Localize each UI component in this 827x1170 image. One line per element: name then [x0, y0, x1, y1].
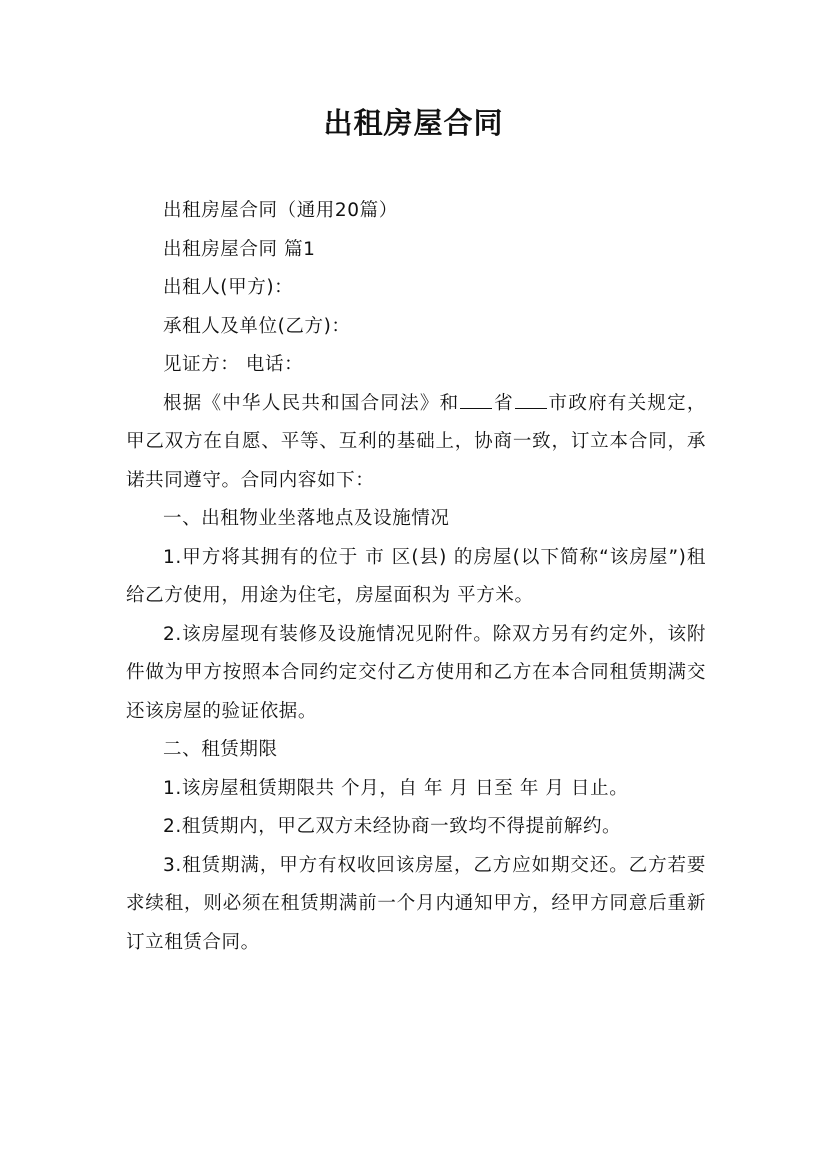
city-blank — [515, 390, 547, 409]
section-heading: 二、租赁期限 — [163, 739, 278, 760]
section-item: 1.甲方将其拥有的位于 市 区(县) 的房屋(以下简称“该房屋”)租给乙方使用，用途为住宅，房屋面积为 平方米。 — [126, 546, 706, 606]
section-item: 2.该房屋现有装修及设施情况见附件。除双方另有约定外，该附件做为甲方按照本合同约定交付乙方使用和乙方在本合同租赁期满交还该房屋的验证依据。 — [126, 623, 706, 722]
province-blank — [460, 390, 492, 409]
section-item: 3.租赁期满，甲方有权收回该房屋，乙方应如期交还。乙方若要求续租，则必须在租赁期满前一个月内通知甲方，经甲方同意后重新订立租赁合同。 — [126, 854, 706, 953]
section-heading: 一、出租物业坐落地点及设施情况 — [163, 508, 450, 529]
witness-line: 见证方： 电话： — [163, 354, 304, 375]
subtitle-paragraph: 出租房屋合同（通用20篇） — [163, 200, 398, 221]
lessor-line: 出租人(甲方)： — [163, 277, 294, 298]
lessee-line: 承租人及单位(乙方)： — [163, 315, 351, 337]
basis-text-part-2: 省 — [493, 392, 514, 414]
article-heading-paragraph: 出租房屋合同 篇1 — [163, 238, 316, 260]
basis-paragraph — [126, 385, 706, 501]
basis-text-part-3: 市政府有关规定，甲乙双方在自愿、平等、互利的基础上，协商一致，订立本合同，承诺共同遵守。合同内容如下： — [126, 392, 706, 491]
section-item: 1.该房屋租赁期限共 个月，自 年 月 日至 年 月 日止。 — [163, 777, 629, 799]
document-title: 出租房屋合同 — [323, 106, 504, 140]
basis-text-part-1: 根据《中华人民共和国合同法》和 — [163, 392, 460, 414]
document-body — [126, 192, 706, 962]
section-item: 2.租赁期内，甲乙双方未经协商一致均不得提前解约。 — [163, 816, 622, 837]
